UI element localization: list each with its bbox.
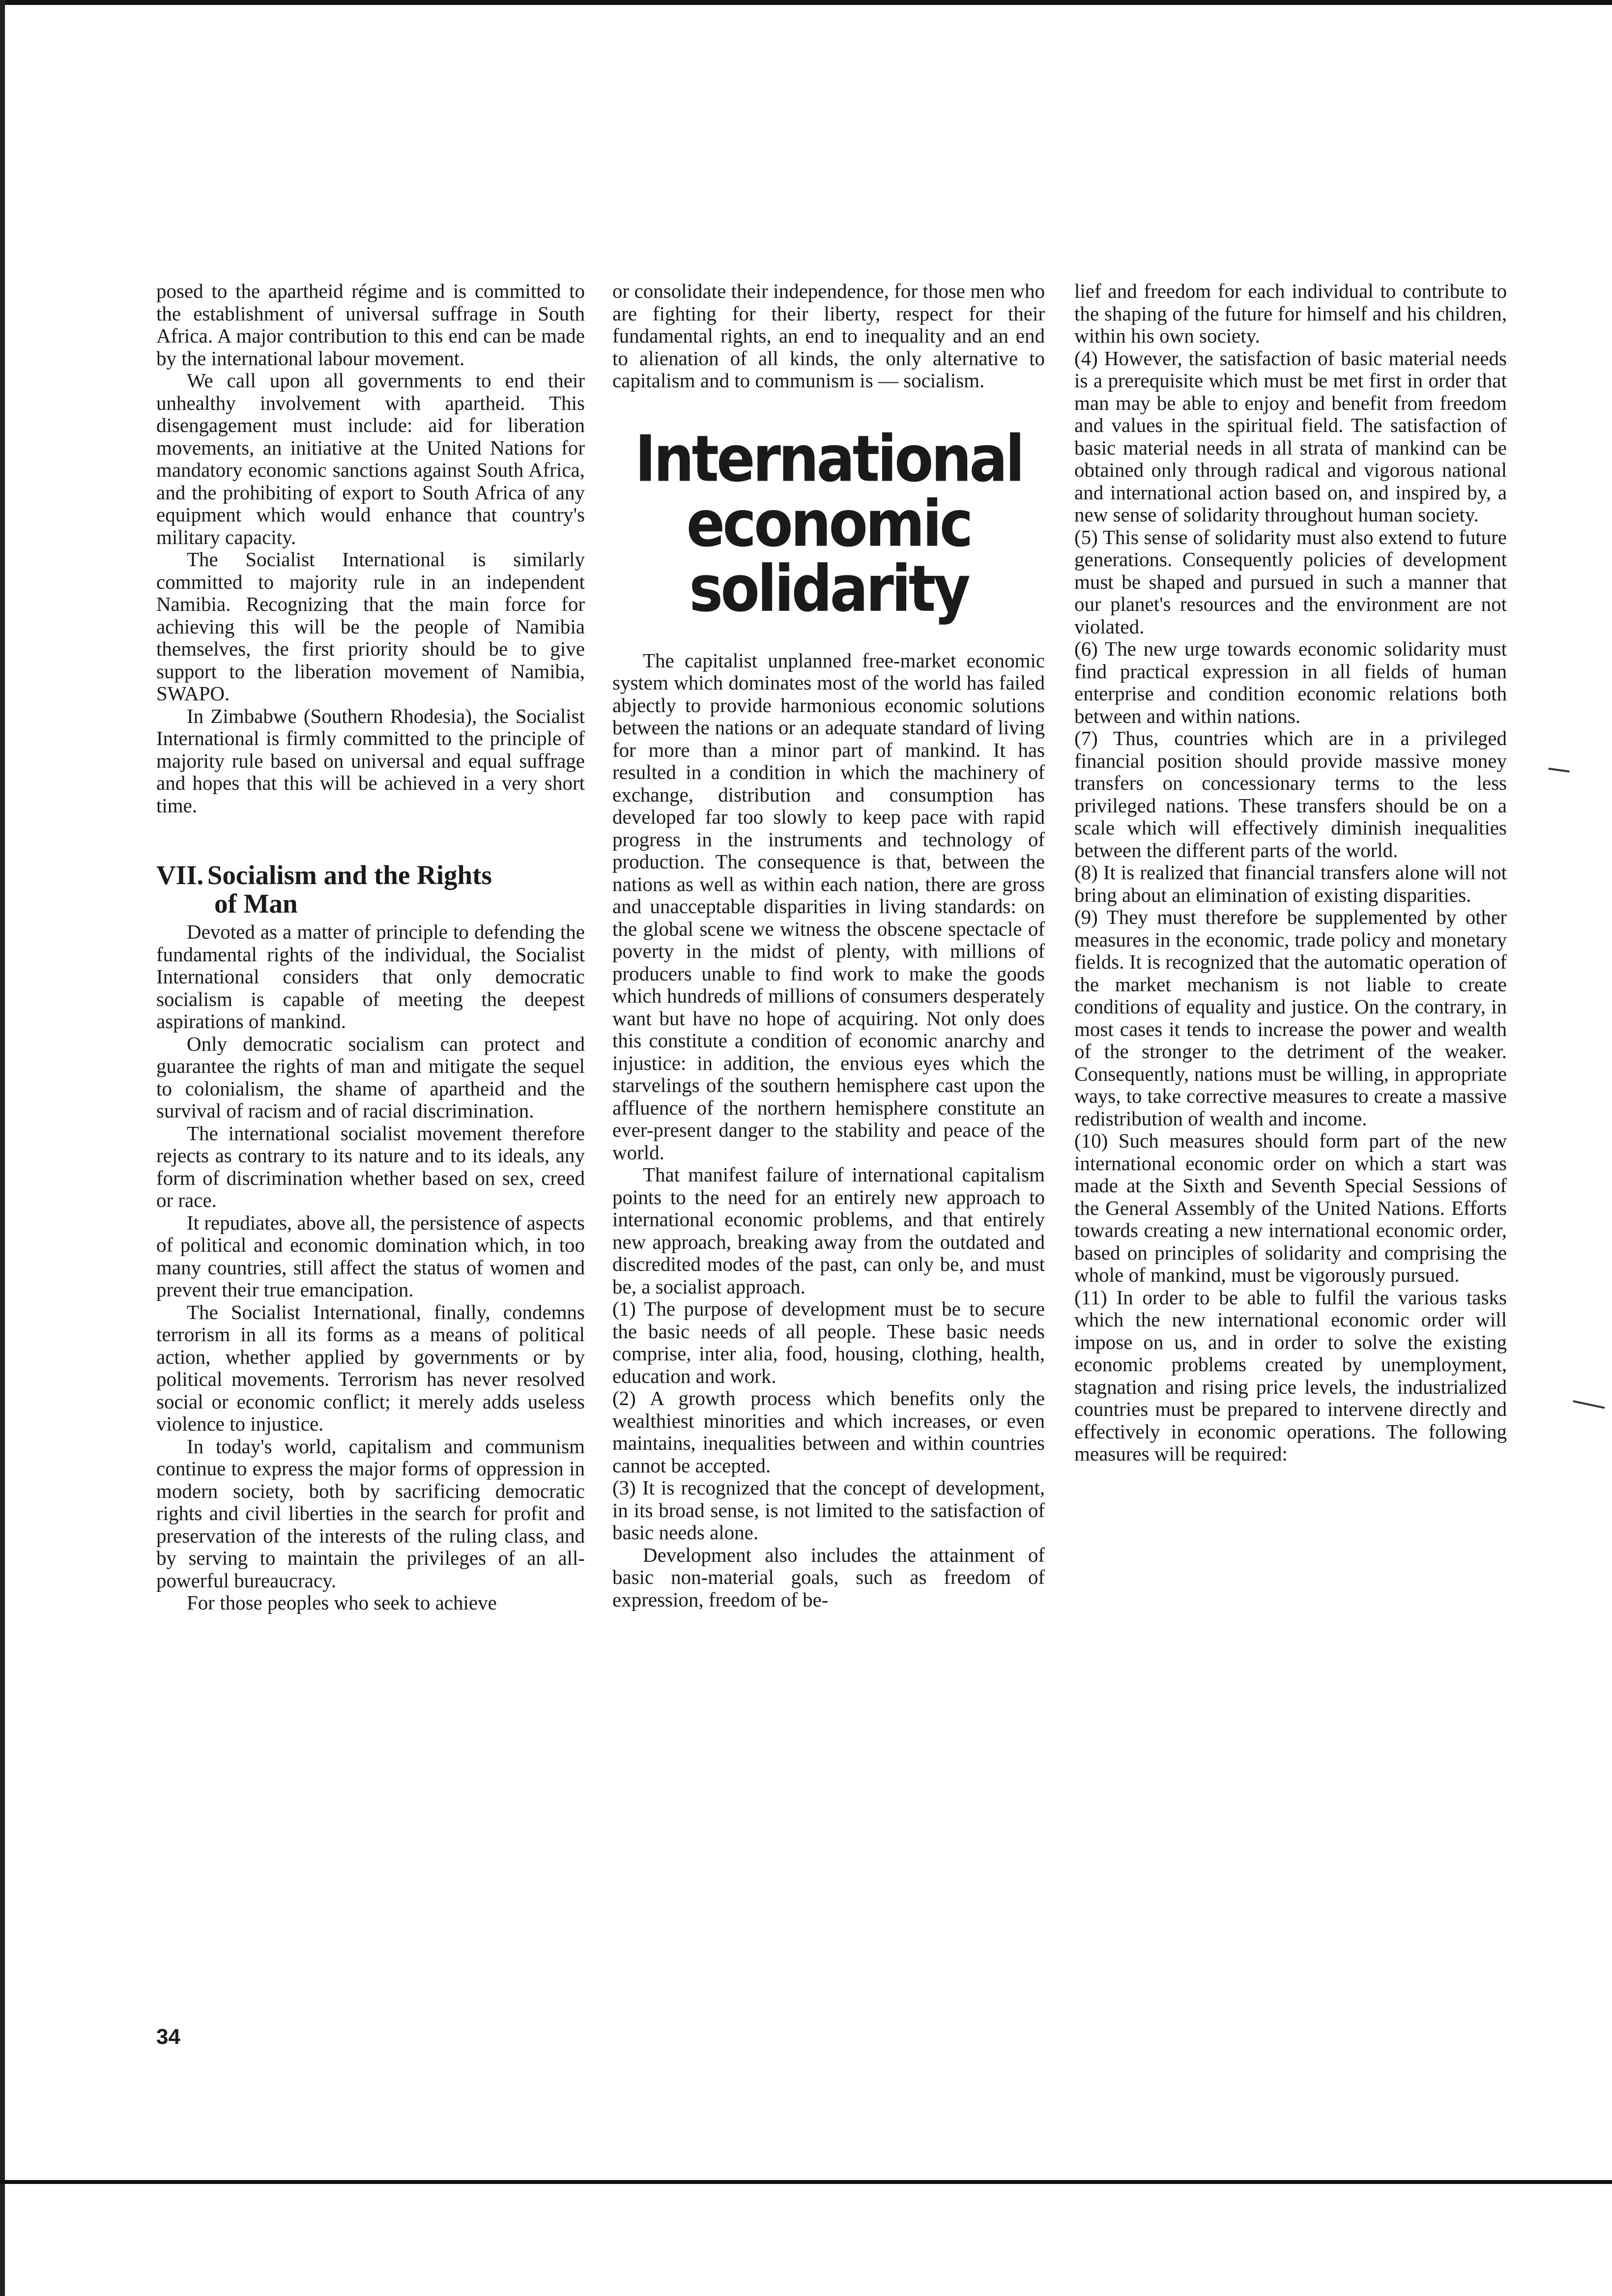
paragraph: In Zimbabwe (Southern Rhodesia), the Socialist International is firmly committed to the principle of majority rule based on universal and equal suffrage and hopes that this will be achieved in a very short time. bbox=[156, 704, 585, 817]
paragraph: It repudiates, above all, the persistence of aspects of political and economic domination which, in too many countries, still affect the status of women and prevent their true emancipation. bbox=[156, 1211, 585, 1301]
paragraph: That manifest failure of international capitalism points to the need for an entirely new approach to international economic problems, and that entirely new approach, breaking away from the outdated and discredited modes of the past, can only be, and must be, a socialist approach. bbox=[612, 1163, 1045, 1298]
paragraph: For those peoples who seek to achieve bbox=[187, 1591, 497, 1614]
paragraph: (4) However, the satisfaction of basic material needs is a prerequisite which must be met first in order that man may be able to enjoy and benefit from freedom and values in the spiritual field. The satisfaction of basic material needs in all strata of mankind can be obtained only through radical and vigorous national and international action based on, and inspired by, a new sense of solidarity throughout human society. bbox=[1074, 346, 1507, 526]
left-border-rule bbox=[0, 0, 5, 2296]
paragraph: The Socialist International is similarly committed to majority rule in an independent Namibia. Recognizing that the main force for achieving this will be the people of Namibia themselves, the first priority should be to give support to the liberation movement of Namibia, SWAPO. bbox=[156, 548, 585, 705]
feature-title bbox=[612, 422, 1045, 626]
column-3 bbox=[1074, 280, 1507, 1465]
section-number: VII. bbox=[156, 860, 204, 890]
paragraph: (7) Thus, countries which are in a privileged financial position should provide massive money transfers on concessionary terms to the less privileged nations. These transfers should be on a scale which will effectively diminish inequalities between the different parts of the world. bbox=[1074, 727, 1507, 861]
paragraph: (6) The new urge towards economic solidarity must find practical expression in all fields of human enterprise and condition economic relations both between and within nations. bbox=[1074, 637, 1507, 727]
column-1 bbox=[156, 280, 585, 1614]
margin-mark bbox=[1548, 768, 1570, 773]
paragraph: lief and freedom for each individual to contribute to the shaping of the future for himself and his children, within his own society. bbox=[1074, 280, 1507, 347]
section-heading bbox=[156, 861, 585, 918]
paragraph: (10) Such measures should form part of the new international economic order on which a start was made at the Sixth and Seventh Special Sessions of the General Assembly of the United Nations. Efforts towards creating a new international economic order, based on principles of solidarity and comprising the whole of mankind, must be vigorously pursued. bbox=[1074, 1129, 1507, 1286]
paragraph: We call upon all governments to end their unhealthy involvement with apartheid. This disengagement must include: aid for liberation movements, an initiative at the United Nations for mandatory economic sanctions against South Africa, and the prohibiting of export to South Africa of any equipment which would enhance that country's military capacity. bbox=[156, 369, 585, 548]
paragraph: (11) In order to be able to fulfil the various tasks which the new international economic order will impose on us, and in order to solve the existing economic problems created by unemployment, stagnation and rising price levels, the industrialized countries must be prepared to intervene directly and effectively in economic operations. The following measures will be required: bbox=[1074, 1286, 1507, 1465]
paragraph: (9) They must therefore be supplemented by other measures in the economic, trade policy and monetary fields. It is recognized that the automatic operation of the market mechanism is not liable to create conditions of equality and justice. On the contrary, in most cases it tends to increase the power and wealth of the stronger to the detriment of the weaker. Consequently, nations must be willing, in appropriate ways, to take corrective measures to create a massive redistribution of wealth and income. bbox=[1074, 906, 1507, 1130]
bottom-border-rule bbox=[0, 2180, 1612, 2184]
paragraph: Development also includes the attainment of basic non-material goals, such as freedom of expression, freedom of be- bbox=[612, 1543, 1045, 1611]
paragraph: (8) It is realized that financial transfers alone will not bring about an elimination of existing disparities. bbox=[1074, 861, 1507, 906]
paragraph: Only democratic socialism can protect and guarantee the rights of man and mitigate the sequel to colonialism, the shame of apartheid and the survival of racism and of racial discrimination. bbox=[156, 1032, 585, 1122]
paragraph: In today's world, capitalism and communism continue to express the major forms of oppression in modern society, both by sacrificing democratic rights and civil liberties in the search for profit and preservation of the interests of the ruling class, and by serving to maintain the privileges of an all-powerful bureaucracy. bbox=[156, 1435, 585, 1592]
feature-title-line-2: economic bbox=[686, 487, 971, 561]
section-title-line-2: of Man bbox=[214, 889, 298, 918]
paragraph: (3) It is recognized that the concept of development, in its broad sense, is not limited to the satisfaction of basic needs alone. bbox=[612, 1476, 1045, 1544]
paragraph: Devoted as a matter of principle to defending the fundamental rights of the individual, the Socialist International considers that only democratic socialism is capable of meeting the deepest aspirations of mankind. bbox=[156, 920, 585, 1033]
paragraph: (2) A growth process which benefits only the wealthiest minorities and which increases, or even maintains, inequalities between and within countries cannot be accepted. bbox=[612, 1387, 1045, 1477]
paragraph: posed to the apartheid régime and is committed to the establishment of universal suffrage in South Africa. A major contribution to this end can be made by the international labour movement. bbox=[156, 280, 585, 370]
feature-title-line-1: International bbox=[634, 422, 1023, 496]
top-border-rule bbox=[0, 0, 1612, 5]
section-title-line-1: Socialism and the Rights bbox=[207, 860, 492, 890]
page-number: 34 bbox=[156, 2025, 180, 2049]
column-2 bbox=[612, 280, 1045, 1611]
paragraph: or consolidate their independence, for those men who are fighting for their liberty, respect for their fundamental rights, an end to inequality and an end to alienation of all kinds, the only alternative to capitalism and to communism is — socialism. bbox=[612, 280, 1045, 392]
paragraph: (1) The purpose of development must be to secure the basic needs of all people. These basic needs comprise, inter alia, food, housing, clothing, health, education and work. bbox=[612, 1297, 1045, 1387]
margin-mark bbox=[1573, 1400, 1605, 1409]
feature-title-line-3: solidarity bbox=[689, 551, 968, 626]
paragraph: The capitalist unplanned free-market economic system which dominates most of the world has failed abjectly to provide harmonious economic solutions between the nations or an adequate standard of living for more than a minor part of mankind. It has resulted in a condition in which the machinery of exchange, distribution and consumption has developed far too slowly to keep pace with rapid progress in the instruments and technology of production. The consequence is that, between the nations as well as within each nation, there are gross and unacceptable disparities in living standards: on the global scene we witness the obscene spectacle of poverty in the midst of plenty, with millions of producers unable to find work to make the goods which hundreds of millions of consumers desperately want but have no hope of acquiring. Not only does this constitute a condition of economic anarchy and injustice: in addition, the envious eyes which the starvelings of the southern hemisphere cast upon the affluence of the northern hemisphere constitute an ever-present danger to the stability and peace of the world. bbox=[612, 649, 1045, 1164]
paragraph: The Socialist International, finally, condemns terrorism in all its forms as a means of political action, whether applied by governments or by political movements. Terrorism has never resolved social or economic conflict; it merely adds useless violence to injustice. bbox=[156, 1300, 585, 1435]
paragraph: (5) This sense of solidarity must also extend to future generations. Consequently policies of development must be shaped and pursued in such a manner that our planet's resources and the environment are not violated. bbox=[1074, 525, 1507, 638]
paragraph: The international socialist movement therefore rejects as contrary to its nature and to its ideals, any form of discrimination whether based on sex, creed or race. bbox=[156, 1121, 585, 1211]
